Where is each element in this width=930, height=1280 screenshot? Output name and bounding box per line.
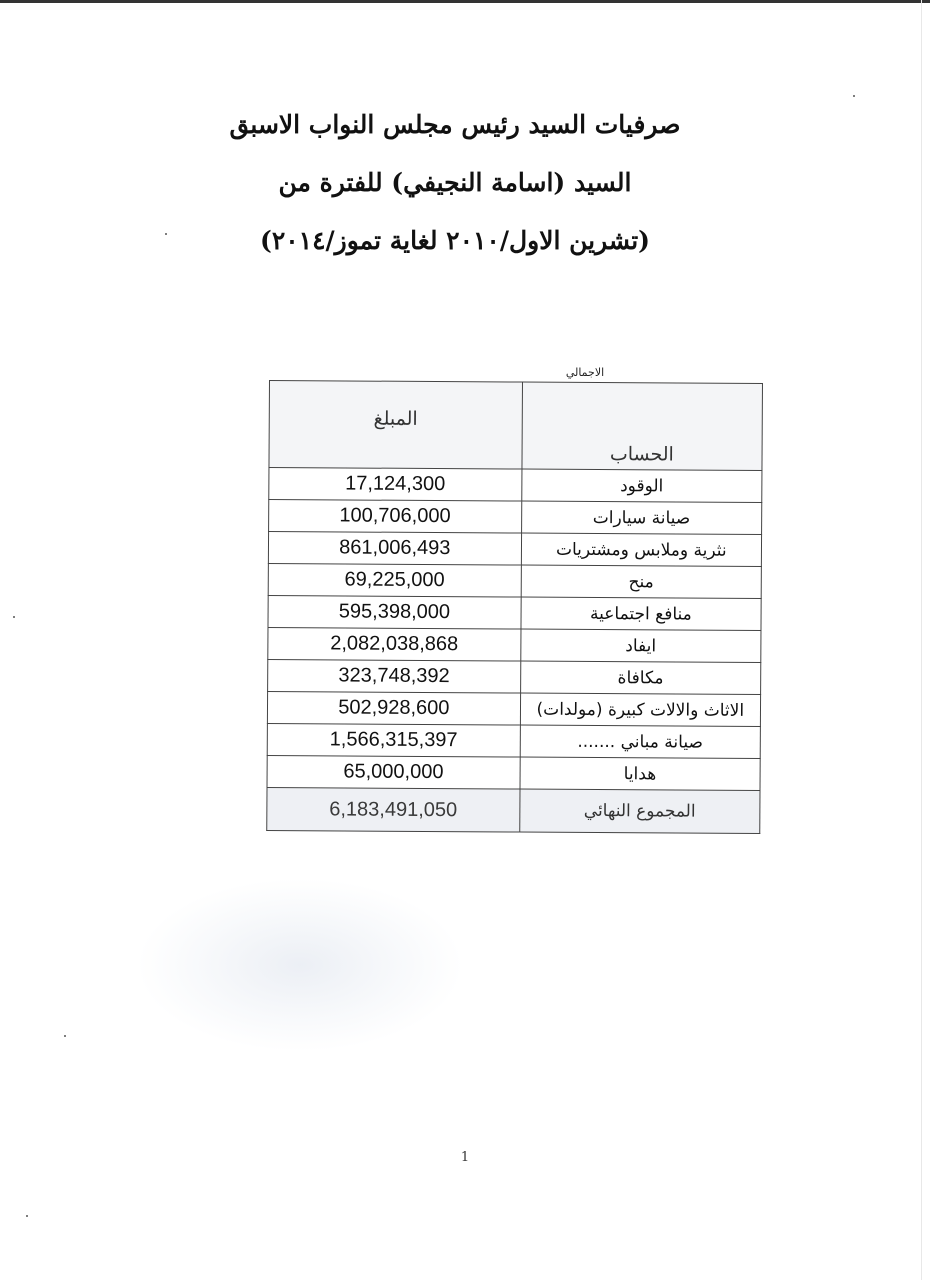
table-caption: الاجمالي (565, 366, 605, 379)
table-header-row (269, 381, 763, 471)
row-account: هدايا (520, 757, 760, 790)
title-line-2: السيد (اسامة النجيفي) للفترة من (278, 168, 632, 197)
scan-speck (853, 95, 855, 97)
scan-speck (64, 1035, 66, 1037)
scan-edge-top (0, 0, 930, 3)
row-amount: 1,566,315,397 (267, 723, 520, 757)
table-row (267, 755, 760, 790)
row-amount: 595,398,000 (268, 595, 521, 629)
row-amount: 2,082,038,868 (268, 627, 521, 661)
header-amount: المبلغ (269, 381, 522, 470)
row-account: الاثاث والالات كبيرة (مولدات) (520, 693, 760, 726)
total-amount: 6,183,491,050 (267, 787, 520, 832)
scan-smudge (140, 880, 460, 1050)
expenses-table (266, 380, 763, 834)
row-account: منح (521, 565, 761, 598)
row-amount: 323,748,392 (268, 659, 521, 693)
title-line-3: (تشرين الاول/٢٠١٠ لغاية تموز/٢٠١٤) (259, 226, 651, 255)
row-amount: 17,124,300 (269, 468, 522, 502)
table-row (269, 468, 762, 503)
row-account: الوقود (521, 469, 761, 502)
table-row (269, 500, 762, 535)
row-amount: 100,706,000 (269, 500, 522, 534)
row-account: ايفاد (520, 629, 760, 662)
table-row (267, 723, 760, 758)
table-row (268, 532, 761, 567)
scan-speck (13, 616, 15, 618)
table-row (267, 691, 760, 726)
row-amount: 502,928,600 (267, 691, 520, 725)
scan-speck (26, 1215, 28, 1217)
row-account: منافع اجتماعية (521, 597, 761, 630)
document-title (0, 108, 930, 282)
row-account: نثرية وملابس ومشتريات (521, 533, 761, 566)
table-row (268, 659, 761, 694)
row-amount: 69,225,000 (268, 563, 521, 597)
total-label: المجموع النهائي (519, 789, 760, 833)
total-row (267, 787, 760, 833)
row-amount: 861,006,493 (268, 532, 521, 566)
page-number: 1 (460, 1150, 470, 1165)
table-row (268, 627, 761, 662)
row-account: صيانة مباني ....... (520, 725, 760, 758)
title-line-1: صرفيات السيد رئيس مجلس النواب الاسبق (229, 110, 681, 139)
row-amount: 65,000,000 (267, 755, 520, 789)
scan-speck (165, 233, 167, 235)
table-row (268, 563, 761, 598)
header-account: الحساب (522, 382, 763, 470)
table-row (268, 595, 761, 630)
row-account: صيانة سيارات (521, 501, 761, 534)
row-account: مكافاة (520, 661, 760, 694)
